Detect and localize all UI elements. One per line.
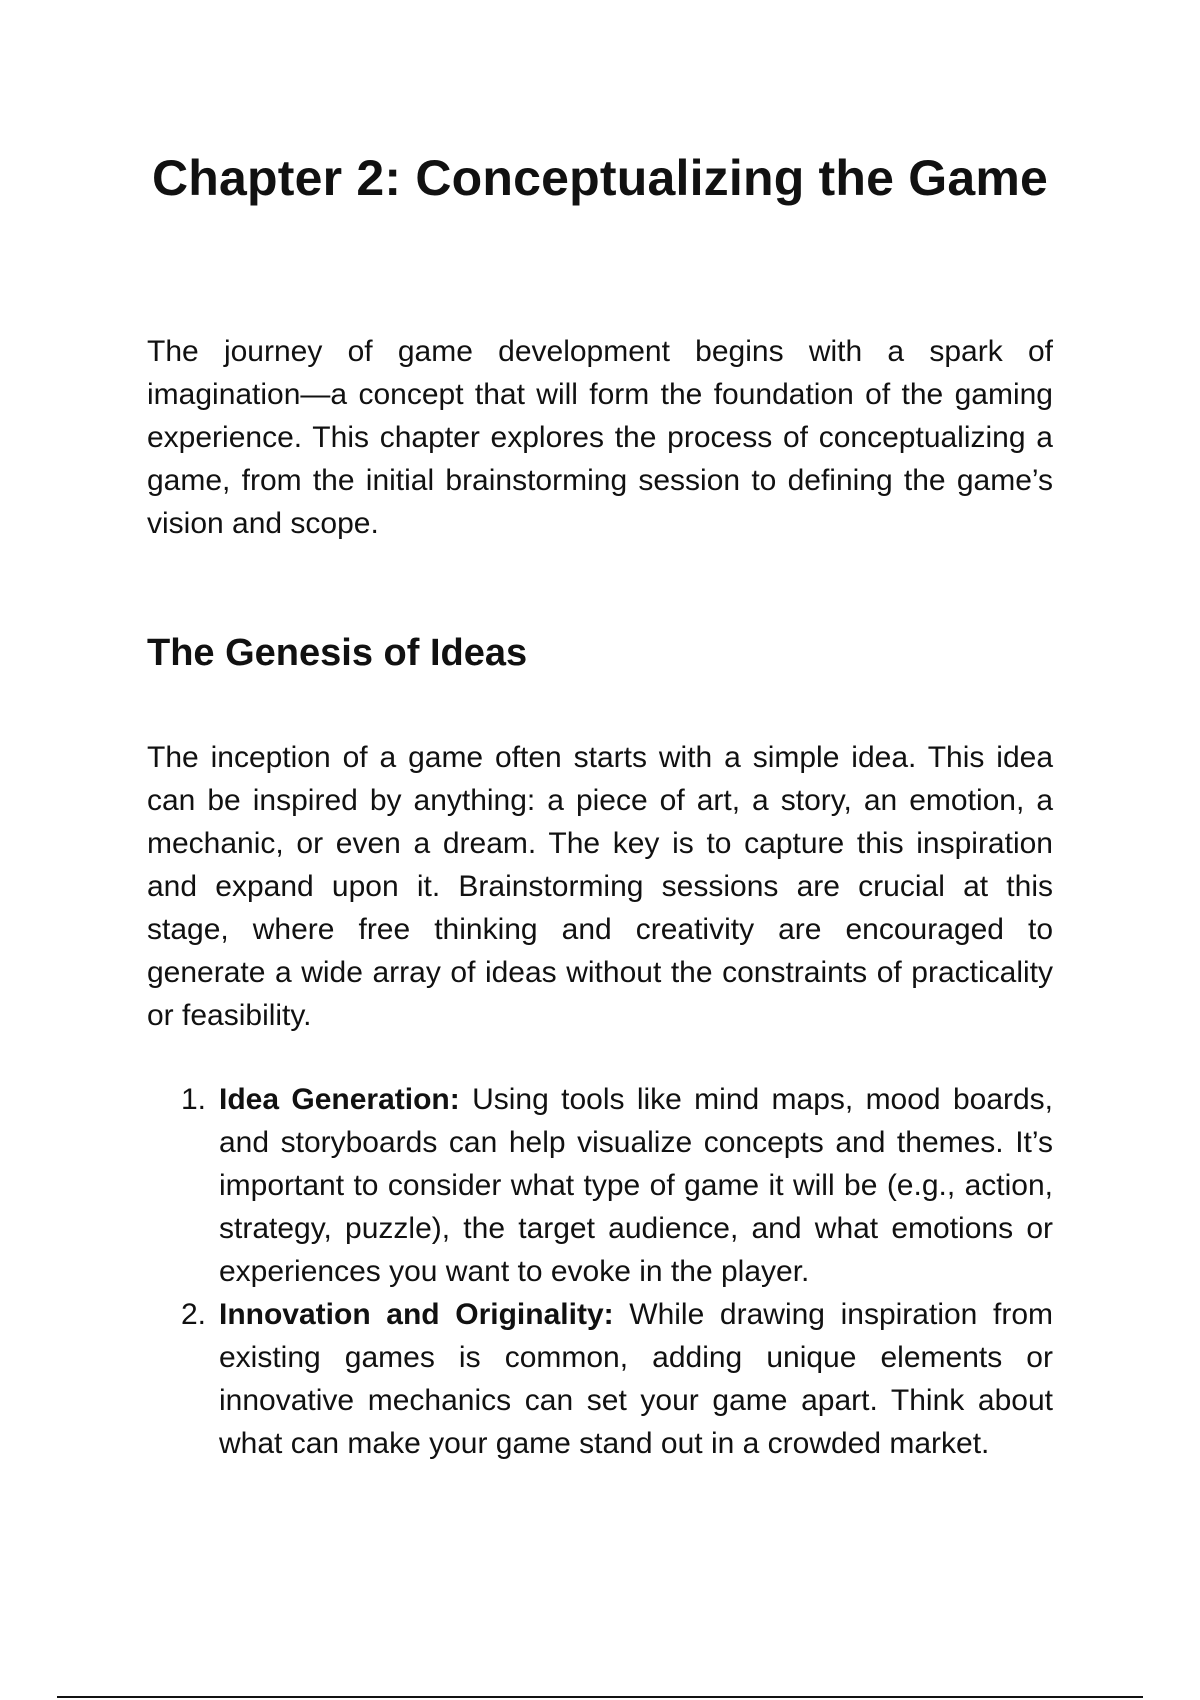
list-item-number: 2. bbox=[181, 1298, 207, 1331]
section-paragraph: The inception of a game often starts with a simple idea. This idea can be inspired by anything: a piece of art, a story, an emotion, a mechanic, or even a dream. The key is to capture this inspiration and expand upon it. Brainstorming sessions are crucial at this stage, where free thinking and creativity are encouraged to generate a wide array of ideas without the constraints of practicality or feasibility. bbox=[147, 741, 1053, 1032]
section-heading: The Genesis of Ideas bbox=[147, 632, 528, 674]
footer-divider bbox=[57, 1696, 1143, 1698]
list-item-innovation bbox=[147, 1293, 1053, 1465]
list-item-text: While drawing inspiration from existing games is common, adding unique elements or innovative mechanics can set your game apart. Think about what can make your game stand out in a crowded market. bbox=[219, 1298, 1053, 1460]
list-item-term: Innovation and Originality: bbox=[219, 1298, 614, 1331]
list-item-text: Using tools like mind maps, mood boards, and storyboards can help visualize concepts and themes. It’s important to consider what type of game it will be (e.g., action, strategy, puzzle), the target audience, and what emotions or experiences you want to evoke in the player. bbox=[219, 1083, 1054, 1288]
list-item-term: Idea Generation: bbox=[219, 1083, 460, 1116]
chapter-title: Chapter 2: Conceptualizing the Game bbox=[151, 150, 1048, 206]
list-item-idea-generation bbox=[147, 1078, 1053, 1293]
ordered-list bbox=[147, 1078, 1053, 1465]
list-item-number: 1. bbox=[181, 1083, 207, 1116]
intro-paragraph: The journey of game development begins with a spark of imagination—a concept that will form the foundation of the gaming experience. This chapter explores the process of conceptualizing a game, from the initial brainstorming session to defining the game’s vision and scope. bbox=[147, 335, 1053, 540]
